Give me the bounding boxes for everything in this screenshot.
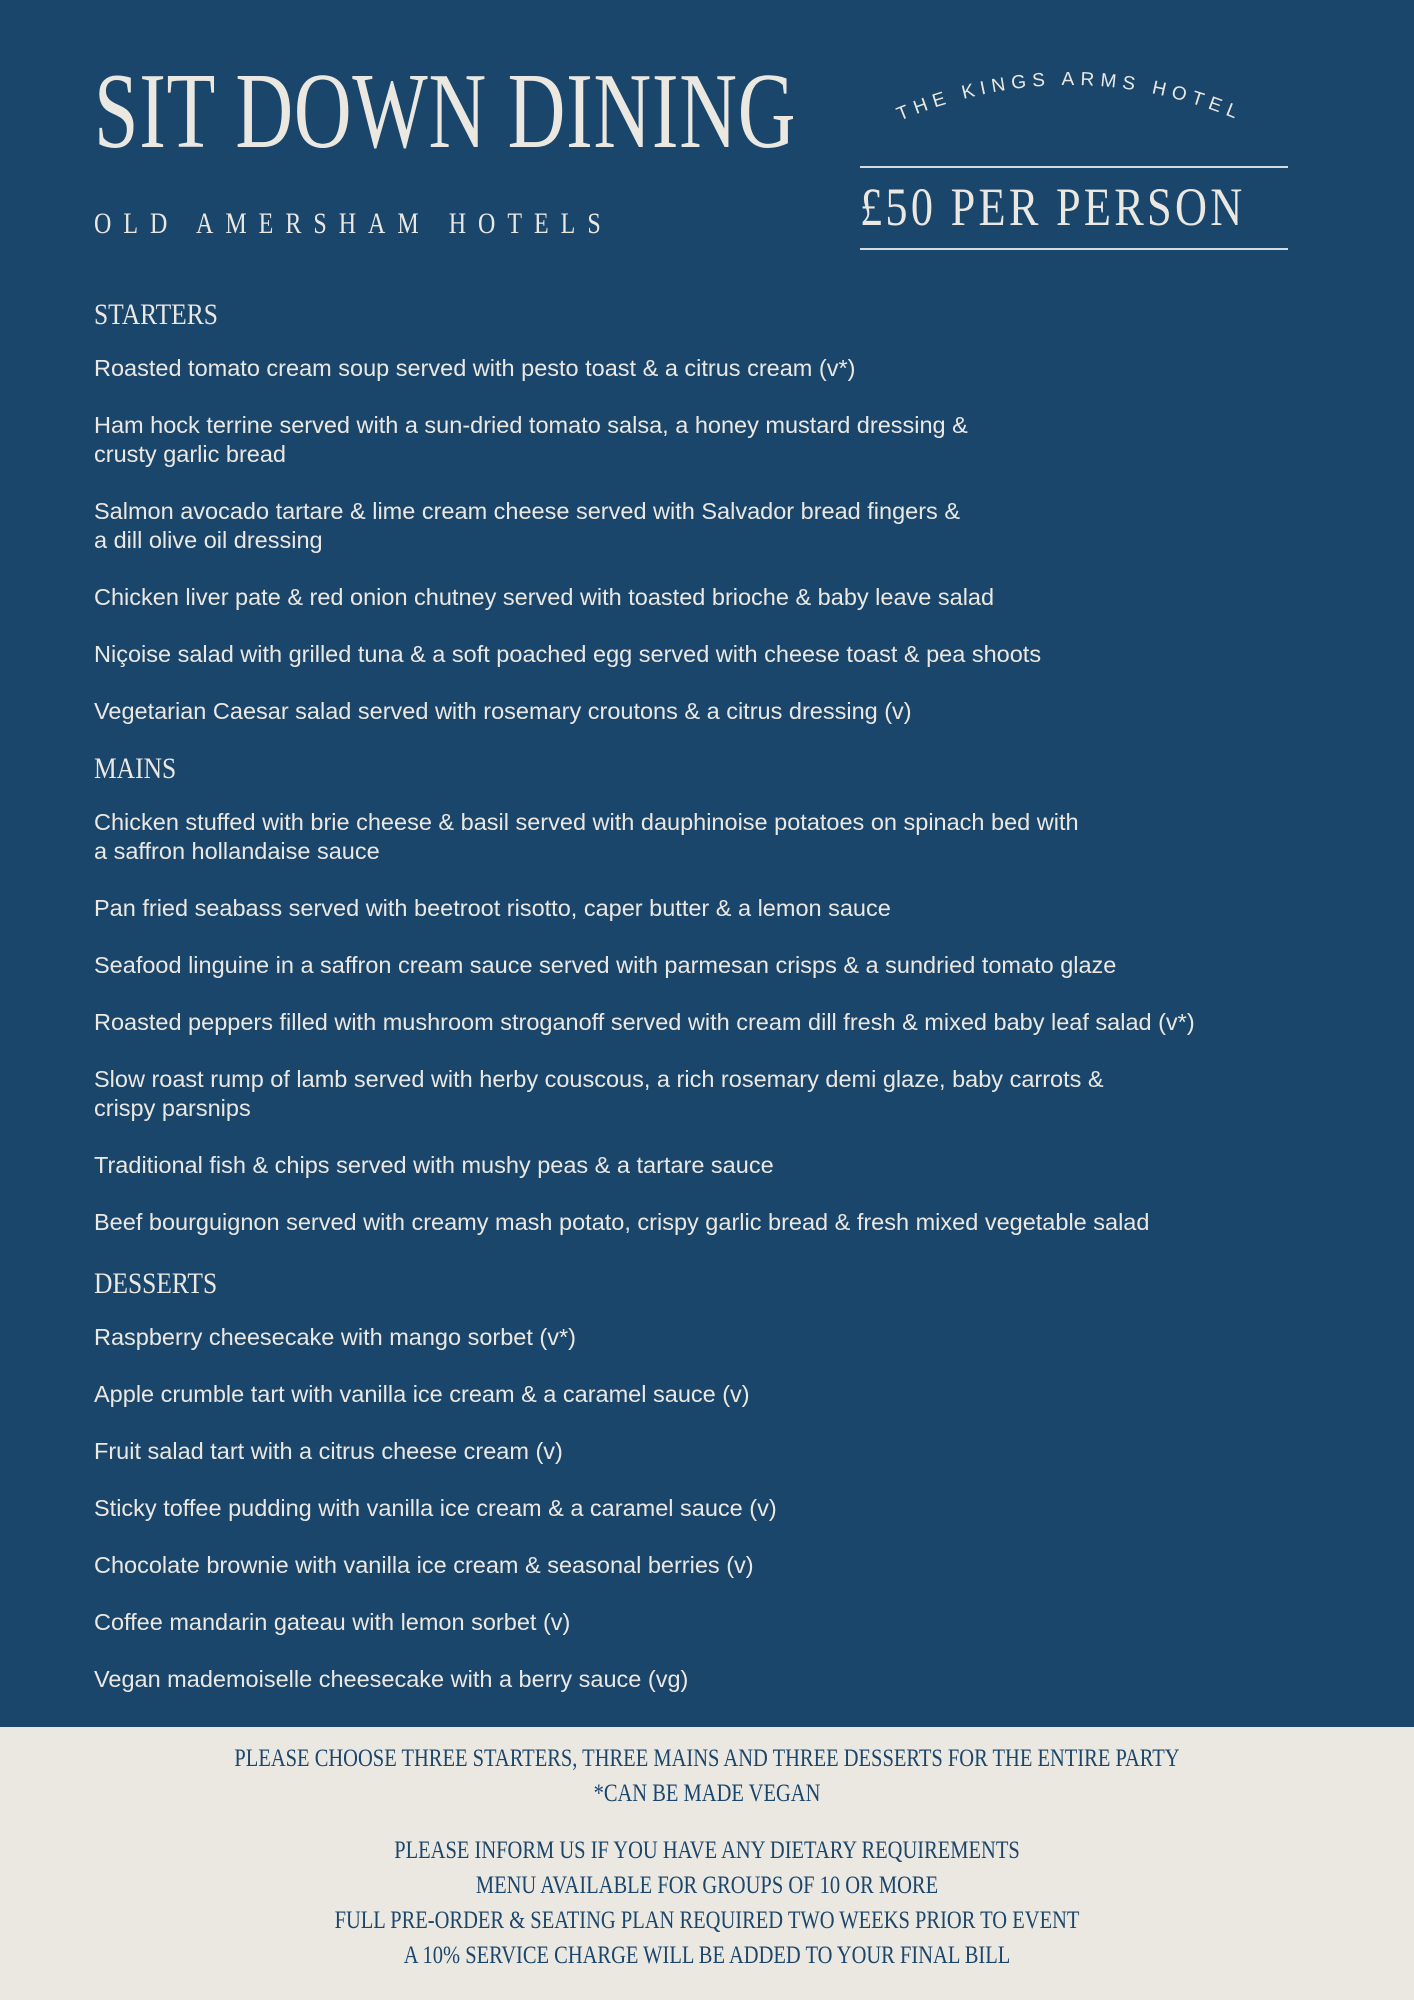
menu-item: Roasted tomato cream soup served with pesto toast & a citrus cream (v*) xyxy=(94,355,856,381)
menu-item: Vegetarian Caesar salad served with rosemary croutons & a citrus dressing (v) xyxy=(94,698,912,724)
menu-item: Raspberry cheesecake with mango sorbet (v*) xyxy=(94,1324,576,1350)
menu-item: Fruit salad tart with a citrus cheese cream (v) xyxy=(94,1438,563,1464)
footer-note: FULL PRE-ORDER & SEATING PLAN REQUIRED TWO WEEKS PRIOR TO EVENT xyxy=(334,1907,1080,1934)
hotel-group-name: OLD AMERSHAM HOTELS xyxy=(94,207,613,240)
svg-text:THE KINGS ARMS HOTEL xyxy=(894,69,1246,125)
price-rule-bottom xyxy=(860,248,1288,250)
price-per-person: £50 PER PERSON xyxy=(860,177,1246,237)
menu-item: Ham hock terrine served with a sun-dried tomato salsa, a honey mustard dressing & crusty garlic bread xyxy=(94,412,968,467)
menu-item: Vegan mademoiselle cheesecake with a berry sauce (vg) xyxy=(94,1666,689,1692)
menu-item: Apple crumble tart with vanilla ice cream & a caramel sauce (v) xyxy=(94,1381,750,1407)
menu-item: Seafood linguine in a saffron cream sauce served with parmesan crisps & a sundried tomato glaze xyxy=(94,952,1117,978)
starters-section xyxy=(94,296,1344,726)
footer-notes xyxy=(0,1727,1414,2000)
menu-item: Chicken stuffed with brie cheese & basil served with dauphinoise potatoes on spinach bed with a saffron hollandaise sauce xyxy=(94,809,1079,864)
menu-item: Slow roast rump of lamb served with herby couscous, a rich rosemary demi glaze, baby carrots & crispy parsnips xyxy=(94,1066,1104,1121)
menu-item: Beef bourguignon served with creamy mash potato, crispy garlic bread & fresh mixed vegetable salad xyxy=(94,1209,1150,1235)
desserts-section xyxy=(94,1265,1344,1694)
menu-item: Traditional fish & chips served with mushy peas & a tartare sauce xyxy=(94,1152,774,1178)
footer-note: MENU AVAILABLE FOR GROUPS OF 10 OR MORE xyxy=(475,1872,939,1899)
menu-item: Sticky toffee pudding with vanilla ice cream & a caramel sauce (v) xyxy=(94,1495,777,1521)
menu-item: Niçoise salad with grilled tuna & a soft poached egg served with cheese toast & pea shoots xyxy=(94,641,1042,667)
desserts-list xyxy=(94,1323,1344,1694)
price-rule-top xyxy=(860,166,1288,168)
footer-note: *CAN BE MADE VEGAN xyxy=(593,1780,821,1807)
footer-note: A 10% SERVICE CHARGE WILL BE ADDED TO YOUR FINAL BILL xyxy=(403,1942,1011,1969)
menu-item: Roasted peppers filled with mushroom stroganoff served with cream dill fresh & mixed baby leaf salad (v*) xyxy=(94,1009,1195,1035)
menu-item: Pan fried seabass served with beetroot risotto, caper butter & a lemon sauce xyxy=(94,895,891,921)
menu-item: Chocolate brownie with vanilla ice cream & seasonal berries (v) xyxy=(94,1552,754,1578)
section-heading: MAINS xyxy=(94,752,177,785)
menu-item: Chicken liver pate & red onion chutney served with toasted brioche & baby leave salad xyxy=(94,584,995,610)
hotel-name-arc xyxy=(870,50,1270,160)
menu-item: Coffee mandarin gateau with lemon sorbet (v) xyxy=(94,1609,571,1635)
footer-note: PLEASE INFORM US IF YOU HAVE ANY DIETARY REQUIREMENTS xyxy=(394,1837,1020,1864)
mains-section xyxy=(94,750,1344,1237)
hotel-name: THE KINGS ARMS HOTEL xyxy=(893,68,1247,126)
section-heading: STARTERS xyxy=(94,298,218,331)
mains-list xyxy=(94,808,1344,1237)
section-heading: DESSERTS xyxy=(94,1267,218,1300)
menu xyxy=(94,296,1344,1722)
starters-list xyxy=(94,354,1344,726)
footer-note: PLEASE CHOOSE THREE STARTERS, THREE MAINS AND THREE DESSERTS FOR THE ENTIRE PARTY xyxy=(234,1745,1180,1772)
page-title: SIT DOWN DINING xyxy=(94,52,797,171)
menu-item: Salmon avocado tartare & lime cream cheese served with Salvador bread fingers & a dill olive oil dressing xyxy=(94,498,961,553)
